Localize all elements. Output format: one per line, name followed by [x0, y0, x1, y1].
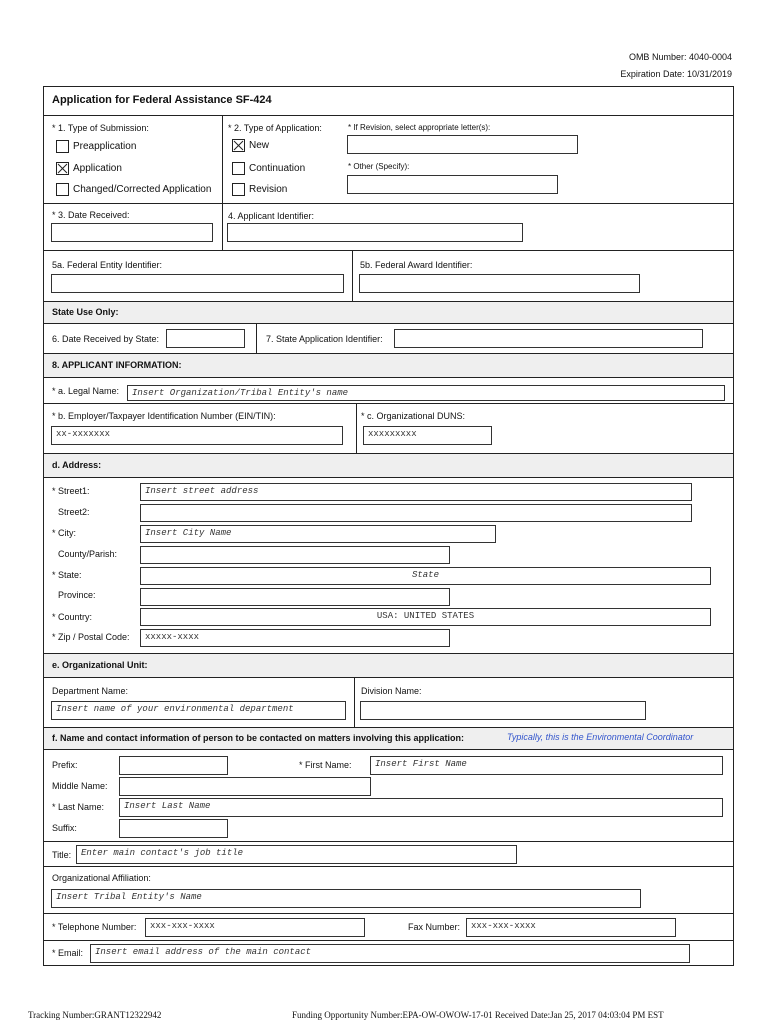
- divider: [44, 353, 733, 354]
- fax-input[interactable]: xxx-xxx-xxxx: [466, 918, 676, 937]
- date-received-input[interactable]: [51, 223, 213, 242]
- county-label: County/Parish:: [58, 549, 118, 559]
- last-name-input[interactable]: Insert Last Name: [119, 798, 723, 817]
- department-name-label: Department Name:: [52, 686, 129, 696]
- middle-name-label: Middle Name:: [52, 781, 108, 791]
- continuation-label: Continuation: [249, 163, 306, 174]
- affiliation-input[interactable]: Insert Tribal Entity's Name: [51, 889, 641, 908]
- omb-number: OMB Number: 4040-0004: [628, 52, 732, 62]
- check-x-icon: [57, 163, 68, 174]
- telephone-label: * Telephone Number:: [52, 922, 137, 932]
- date-received-state-input[interactable]: [166, 329, 245, 348]
- divider: [44, 453, 733, 454]
- form-title: Application for Federal Assistance SF-424: [52, 94, 272, 106]
- division-name-input[interactable]: [360, 701, 646, 720]
- zip-label: * Zip / Postal Code:: [52, 632, 130, 642]
- prefix-input[interactable]: [119, 756, 228, 775]
- divider: [222, 115, 223, 250]
- duns-label: * c. Organizational DUNS:: [361, 411, 466, 421]
- divider: [44, 115, 733, 116]
- street2-input[interactable]: [140, 504, 692, 522]
- divider: [44, 841, 733, 842]
- federal-award-identifier-input[interactable]: [359, 274, 640, 293]
- divider: [44, 940, 733, 941]
- funding-opportunity: Funding Opportunity Number:EPA-OW-OWOW-17-01 Received Date:Jan 25, 2017 04:03:04 PM EST: [292, 1010, 664, 1020]
- contact-note: Typically, this is the Environmental Coordinator: [507, 732, 694, 742]
- email-label: * Email:: [52, 948, 84, 958]
- divider: [44, 866, 733, 867]
- application-checkbox[interactable]: [56, 162, 69, 175]
- duns-input[interactable]: xxxxxxxxx: [363, 426, 492, 445]
- zip-input[interactable]: xxxxx-xxxx: [140, 629, 450, 647]
- telephone-input[interactable]: xxx-xxx-xxxx: [145, 918, 365, 937]
- changed-corrected-checkbox[interactable]: [56, 183, 69, 196]
- state-use-heading: State Use Only:: [52, 307, 119, 317]
- city-input[interactable]: Insert City Name: [140, 525, 496, 543]
- divider: [44, 377, 733, 378]
- street2-label: Street2:: [58, 507, 90, 517]
- divider: [44, 403, 733, 404]
- org-unit-heading: e. Organizational Unit:: [52, 660, 148, 670]
- title-input[interactable]: Enter main contact's job title: [76, 845, 517, 864]
- date-received-state-label: 6. Date Received by State:: [52, 334, 160, 344]
- preapplication-label: Preapplication: [73, 141, 137, 152]
- street1-label: * Street1:: [52, 486, 90, 496]
- expiration-date: Expiration Date: 10/31/2019: [620, 69, 732, 79]
- revision-checkbox[interactable]: [232, 183, 245, 196]
- affiliation-label: Organizational Affiliation:: [52, 873, 151, 883]
- application-label: Application: [73, 163, 122, 174]
- continuation-checkbox[interactable]: [232, 162, 245, 175]
- country-select[interactable]: USA: UNITED STATES: [140, 608, 711, 626]
- applicant-identifier-input[interactable]: [227, 223, 523, 242]
- federal-entity-identifier-label: 5a. Federal Entity Identifier:: [52, 260, 163, 270]
- revision-letter-label: * If Revision, select appropriate letter(s):: [348, 123, 491, 132]
- date-received-label: * 3. Date Received:: [52, 210, 130, 220]
- divider: [44, 727, 733, 728]
- tracking-number: Tracking Number:GRANT12322942: [28, 1010, 162, 1020]
- preapplication-checkbox[interactable]: [56, 140, 69, 153]
- legal-name-input[interactable]: Insert Organization/Tribal Entity's name: [127, 385, 725, 401]
- new-checkbox[interactable]: [232, 139, 245, 152]
- prefix-label: Prefix:: [52, 760, 78, 770]
- state-use-band: [44, 301, 733, 323]
- divider: [44, 323, 733, 324]
- division-name-label: Division Name:: [361, 686, 422, 696]
- divider: [44, 301, 733, 302]
- county-input[interactable]: [140, 546, 450, 564]
- first-name-input[interactable]: Insert First Name: [370, 756, 723, 775]
- federal-award-identifier-label: 5b. Federal Award Identifier:: [360, 260, 473, 270]
- first-name-label: * First Name:: [299, 760, 352, 770]
- other-specify-input[interactable]: [347, 175, 558, 194]
- new-label: New: [249, 140, 270, 151]
- changed-corrected-label: Changed/Corrected Application: [73, 184, 212, 195]
- province-label: Province:: [58, 590, 96, 600]
- suffix-label: Suffix:: [52, 823, 77, 833]
- title-label: Title:: [52, 850, 72, 860]
- middle-name-input[interactable]: [119, 777, 371, 796]
- contact-heading: f. Name and contact information of person to be contacted on matters involving this application:: [52, 733, 465, 743]
- check-x-icon: [233, 140, 244, 151]
- other-specify-label: * Other (Specify):: [348, 162, 410, 171]
- divider: [44, 250, 733, 251]
- divider: [44, 749, 733, 750]
- applicant-info-heading: 8. APPLICANT INFORMATION:: [52, 360, 182, 370]
- divider: [44, 203, 733, 204]
- revision-label: Revision: [249, 184, 288, 195]
- divider: [44, 653, 733, 654]
- submission-type-label: * 1. Type of Submission:: [52, 123, 149, 133]
- federal-entity-identifier-input[interactable]: [51, 274, 344, 293]
- fax-label: Fax Number:: [408, 922, 461, 932]
- divider: [44, 677, 733, 678]
- legal-name-label: * a. Legal Name:: [52, 386, 120, 396]
- divider: [354, 677, 355, 727]
- ein-input[interactable]: xx-xxxxxxx: [51, 426, 343, 445]
- street1-input[interactable]: Insert street address: [140, 483, 692, 501]
- email-input[interactable]: Insert email address of the main contact: [90, 944, 690, 963]
- divider: [356, 403, 357, 453]
- address-heading: d. Address:: [52, 460, 102, 470]
- divider: [256, 323, 257, 353]
- revision-letter-input[interactable]: [347, 135, 578, 154]
- suffix-input[interactable]: [119, 819, 228, 838]
- last-name-label: * Last Name:: [52, 802, 105, 812]
- state-label: * State:: [52, 570, 82, 580]
- state-application-id-input[interactable]: [394, 329, 703, 348]
- address-band: [44, 453, 733, 477]
- applicant-identifier-label: 4. Applicant Identifier:: [228, 211, 315, 221]
- city-label: * City:: [52, 528, 77, 538]
- divider: [44, 913, 733, 914]
- state-application-id-label: 7. State Application Identifier:: [266, 334, 383, 344]
- state-select[interactable]: State: [140, 567, 711, 585]
- department-name-input[interactable]: Insert name of your environmental department: [51, 701, 346, 720]
- application-type-label: * 2. Type of Application:: [228, 123, 322, 133]
- divider: [44, 477, 733, 478]
- divider: [352, 250, 353, 301]
- ein-label: * b. Employer/Taxpayer Identification Number (EIN/TIN):: [52, 411, 276, 421]
- country-label: * Country:: [52, 612, 93, 622]
- province-input[interactable]: [140, 588, 450, 606]
